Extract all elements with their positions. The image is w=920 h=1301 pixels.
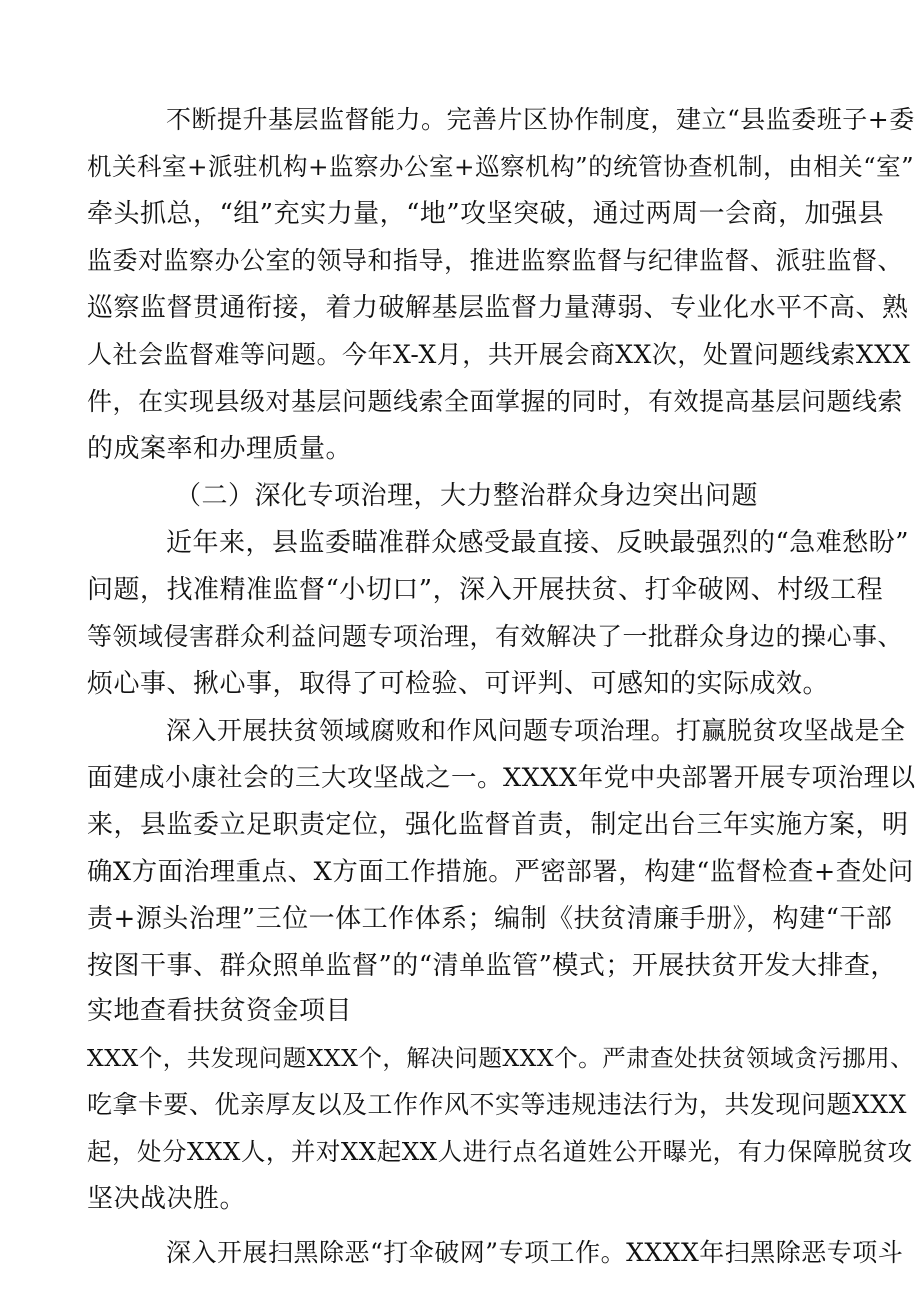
text-line: 确X方面治理重点、X方面工作措施。严密部署，构建“监督检查+查处问 <box>87 857 914 887</box>
text-line: 监委对监察办公室的领导和指导，推进监察监督与纪律监督、派驻监督、 <box>87 246 904 275</box>
text-line: 深入开展扫黑除恶“打伞破网”专项工作。XXXX年扫黑除恶专项斗 <box>166 1238 904 1267</box>
text-line: 按图干事、群众照单监督”的“清单监管”模式；开展扶贫开发大排查， <box>87 951 897 981</box>
text-line: 的成案率和办理质量。 <box>87 434 353 464</box>
text-line: 等领域侵害群众利益问题专项治理，有效解决了一批群众身边的操心事、 <box>87 622 904 651</box>
text-line: 起，处分XXX人，并对XX起XX人进行点名道姓公开曝光，有力保障脱贫攻 <box>87 1137 913 1166</box>
text-line: 来，县监委立足职责定位，强化监督首责，制定出台三年实施方案，明 <box>87 810 909 840</box>
text-line: 问题，找准精准监督“小切口”，深入开展扶贫、打伞破网、村级工程 <box>87 575 884 605</box>
text-line: 牵头抓总，“组”充实力量，“地”攻坚突破，通过两周一会商，加强县 <box>87 199 885 229</box>
text-line: 面建成小康社会的三大攻坚战之一。XXXX年党中央部署开展专项治理以 <box>87 763 916 793</box>
text-line: XXX个，共发现问题XXX个，解决问题XXX个。严肃查处扶贫领域贪污挪用、 <box>87 1044 915 1072</box>
text-line: 近年来，县监委瞄准群众感受最直接、反映最强烈的“急难愁盼” <box>166 528 910 558</box>
section-heading: （二）深化专项治理，大力整治群众身边突出问题 <box>175 481 759 511</box>
text-line: 人社会监督难等问题。今年X-X月，共开展会商XX次，处置问题线索XXX <box>87 340 911 369</box>
text-line: 烦心事、揪心事，取得了可检验、可评判、可感知的实际成效。 <box>87 669 830 699</box>
text-line: 件，在实现县级对基层问题线索全面掌握的同时，有效提高基层问题线索 <box>87 387 904 416</box>
text-line: 责+源头治理”三位一体工作体系；编制《扶贫清廉手册》，构建“干部 <box>87 904 893 934</box>
text-line: 实地查看扶贫资金项目 <box>87 996 353 1026</box>
text-line: 不断提升基层监督能力。完善片区协作制度，建立“县监委班子+委 <box>166 105 915 134</box>
text-line: 巡察监督贯通衔接，着力破解基层监督力量薄弱、专业化水平不高、熟 <box>87 293 909 323</box>
text-line: 吃拿卡要、优亲厚友以及工作作风不实等违规违法行为，共发现问题XXX <box>87 1090 907 1119</box>
text-line: 深入开展扶贫领域腐败和作风问题专项治理。打赢脱贫攻坚战是全 <box>166 716 906 745</box>
text-line: 机关科室+派驻机构+监察办公室+巡察机构”的统管协查机制，由相关“室” <box>87 152 915 181</box>
text-line: 坚决战决胜。 <box>87 1184 247 1214</box>
